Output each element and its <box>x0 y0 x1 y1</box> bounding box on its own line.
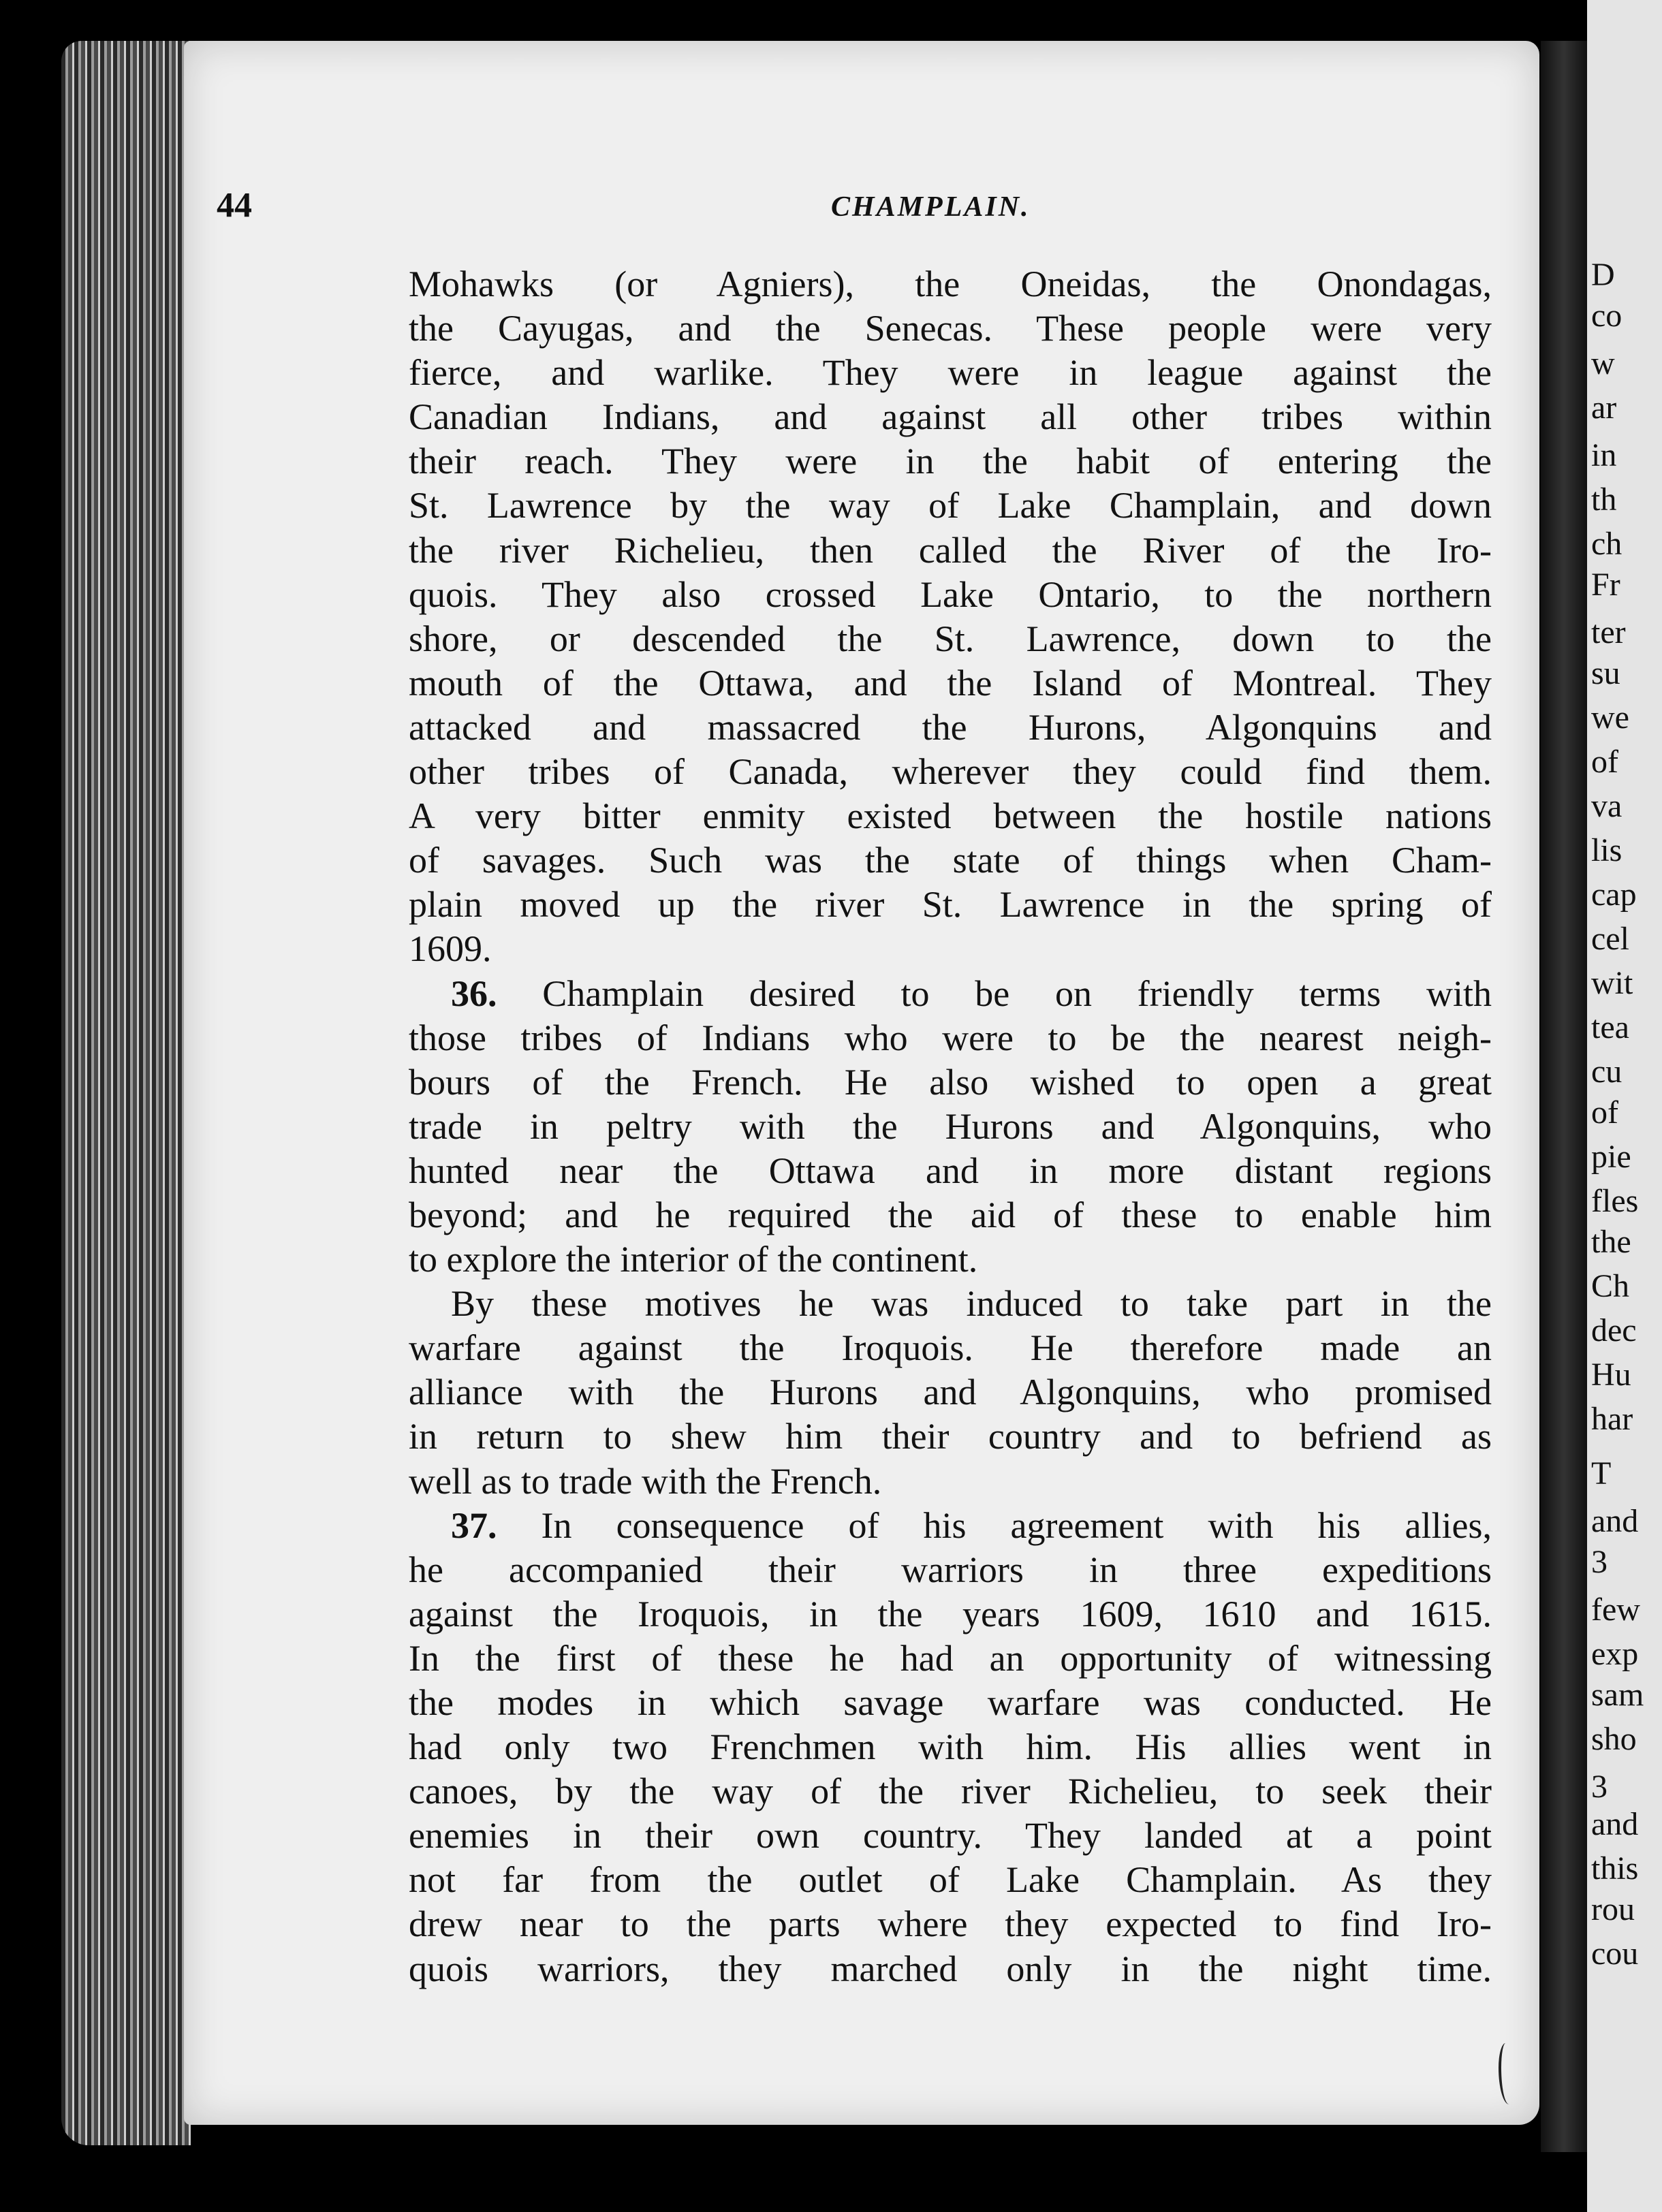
text-line <box>409 306 1492 351</box>
facing-page-fragment: cap <box>1591 876 1637 913</box>
text-line <box>409 1370 1492 1415</box>
text-line <box>409 883 1492 927</box>
paragraph-number: 37. <box>451 1504 542 1546</box>
line-text: of savages. Such was the state of things when Cham- <box>409 840 1492 881</box>
text-line <box>409 1105 1492 1149</box>
text-line <box>409 1681 1492 1725</box>
line-text: In consequence of his agreement with his allies, <box>541 1504 1492 1546</box>
facing-page-fragment: exp <box>1591 1636 1639 1672</box>
facing-page-fragment: Fr <box>1591 567 1620 603</box>
facing-page-fragment: 3 <box>1591 1769 1608 1805</box>
line-text: By these motives he was induced to take part in the <box>451 1283 1492 1325</box>
text-line <box>409 1592 1492 1637</box>
text-line <box>409 1415 1492 1459</box>
line-text: beyond; and he required the aid of these to enable him <box>409 1194 1492 1235</box>
paragraph-number: 36. <box>451 973 543 1014</box>
line-text: the river Richelieu, then called the River of the Iro- <box>409 529 1492 571</box>
line-text: enemies in their own country. They landed at a point <box>409 1815 1492 1856</box>
running-head: CHAMPLAIN. <box>831 191 1031 223</box>
facing-page-fragment: tea <box>1591 1009 1629 1045</box>
facing-page-fragment: va <box>1591 788 1622 824</box>
line-text: he accompanied their warriors in three expeditions <box>409 1549 1492 1590</box>
line-text: quois warriors, they marched only in the night time. <box>409 1948 1492 1989</box>
line-text: the modes in which savage warfare was conducted. He <box>409 1682 1492 1723</box>
text-line <box>409 1637 1492 1681</box>
facing-page-fragment: co <box>1591 298 1622 334</box>
text-line <box>409 706 1492 750</box>
facing-page-fragment: sam <box>1591 1677 1644 1713</box>
page-header <box>0 185 1662 233</box>
facing-page-fragment: fles <box>1591 1183 1639 1219</box>
text-line <box>409 573 1492 617</box>
facing-page-fragment: in <box>1591 437 1617 473</box>
line-text: alliance with the Hurons and Algonquins, who promised <box>409 1372 1492 1413</box>
line-text: fierce, and warlike. They were in league against the <box>409 352 1492 394</box>
text-line <box>409 1902 1492 1946</box>
line-text: 1609. <box>409 928 492 970</box>
line-text: to explore the interior of the continent. <box>409 1239 978 1280</box>
facing-page-fragment: Ch <box>1591 1268 1630 1304</box>
line-text: drew near to the parts where they expected to find Iro- <box>409 1903 1492 1945</box>
text-line <box>409 1947 1492 1991</box>
facing-page-fragment: Hu <box>1591 1357 1631 1393</box>
text-line <box>409 1548 1492 1592</box>
text-line <box>409 484 1492 528</box>
text-line <box>409 1459 1492 1504</box>
facing-page-fragment: har <box>1591 1401 1633 1437</box>
facing-page-fragment: ch <box>1591 526 1622 562</box>
line-text: Mohawks (or Agniers), the Oneidas, the Onondagas, <box>409 264 1492 304</box>
facing-page-fragment: cu <box>1591 1054 1622 1090</box>
text-line <box>409 1504 1492 1548</box>
facing-page-fragment: pie <box>1591 1139 1631 1175</box>
line-text: trade in peltry with the Hurons and Algonquins, who <box>409 1105 1492 1147</box>
line-text: their reach. They were in the habit of entering the <box>409 441 1492 482</box>
line-text: quois. They also crossed Lake Ontario, to the northern <box>409 573 1492 615</box>
page-number: 44 <box>217 186 252 225</box>
text-line <box>409 351 1492 395</box>
line-text: mouth of the Ottawa, and the Island of Montreal. They <box>409 662 1492 704</box>
text-line <box>409 794 1492 838</box>
line-text: canoes, by the way of the river Richelieu, to seek their <box>409 1771 1492 1812</box>
line-text: A very bitter enmity existed between the hostile nations <box>409 795 1492 837</box>
facing-page-fragment: we <box>1591 699 1629 736</box>
facing-page-fragment: ter <box>1591 614 1626 650</box>
page-edges <box>61 41 191 2145</box>
text-line <box>409 927 1492 971</box>
body-text <box>409 262 1492 1991</box>
line-text: plain moved up the river St. Lawrence in the spring of <box>409 884 1492 926</box>
facing-page-fragment: wit <box>1591 965 1633 1001</box>
text-line <box>409 1858 1492 1902</box>
line-text: hunted near the Ottawa and in more distant regions <box>409 1150 1492 1191</box>
facing-page-fragment: cou <box>1591 1936 1639 1972</box>
text-line <box>409 1725 1492 1769</box>
text-line <box>409 972 1492 1016</box>
facing-page-fragment: of <box>1591 1094 1618 1131</box>
line-text: other tribes of Canada, wherever they could find them. <box>409 751 1492 793</box>
facing-page-fragment: T <box>1591 1455 1612 1491</box>
facing-page-fragment: rou <box>1591 1891 1635 1927</box>
text-line <box>409 1016 1492 1060</box>
line-text: bours of the French. He also wished to open a great <box>409 1061 1492 1103</box>
line-text: the Cayugas, and the Senecas. These people were very <box>409 308 1492 349</box>
text-line <box>409 1814 1492 1858</box>
facing-page-fragment: and <box>1591 1503 1639 1539</box>
line-text: in return to shew him their country and to befriend as <box>409 1416 1492 1457</box>
line-text: had only two Frenchmen with him. His allies went in <box>409 1726 1492 1768</box>
text-line <box>409 1149 1492 1193</box>
facing-page-fragment: sho <box>1591 1721 1637 1757</box>
facing-page-fragment: and <box>1591 1806 1639 1842</box>
facing-page-fragment: the <box>1591 1224 1631 1260</box>
gutter <box>1541 41 1587 2152</box>
text-line <box>409 1769 1492 1814</box>
text-line <box>409 1282 1492 1326</box>
line-text: Champlain desired to be on friendly terms with <box>542 973 1492 1014</box>
line-text: those tribes of Indians who were to be the nearest neigh- <box>409 1017 1492 1058</box>
facing-page-fragment: ar <box>1591 390 1617 426</box>
facing-page-fragment: D <box>1591 257 1615 293</box>
text-line <box>409 661 1492 706</box>
text-line <box>409 1060 1492 1105</box>
line-text: not far from the outlet of Lake Champlain. As they <box>409 1859 1492 1901</box>
facing-page-edge <box>1587 0 1662 2212</box>
text-line <box>409 617 1492 661</box>
text-line <box>409 395 1492 439</box>
text-line <box>409 262 1492 306</box>
text-line <box>409 1193 1492 1237</box>
facing-page-fragment: lis <box>1591 832 1622 868</box>
line-text: In the first of these he had an opportunity of witnessing <box>409 1637 1492 1679</box>
text-line <box>409 1237 1492 1282</box>
line-text: Canadian Indians, and against all other tribes within <box>409 396 1492 438</box>
facing-page-fragment: cel <box>1591 921 1629 957</box>
facing-page-fragment: few <box>1591 1592 1640 1628</box>
facing-page-fragment: this <box>1591 1850 1639 1886</box>
text-line <box>409 750 1492 794</box>
facing-page-fragment: su <box>1591 655 1620 691</box>
text-line <box>409 1326 1492 1370</box>
facing-page-fragment: 3 <box>1591 1544 1608 1580</box>
facing-page-fragment: w <box>1591 345 1615 381</box>
line-text: warfare against the Iroquois. He therefore made an <box>409 1327 1492 1369</box>
facing-page-fragment: of <box>1591 744 1618 780</box>
facing-page-fragment: th <box>1591 481 1617 518</box>
text-line <box>409 838 1492 883</box>
line-text: shore, or descended the St. Lawrence, down to the <box>409 618 1492 659</box>
text-line <box>409 439 1492 484</box>
line-text: well as to trade with the French. <box>409 1460 882 1502</box>
text-line <box>409 528 1492 573</box>
line-text: attacked and massacred the Hurons, Algonquins and <box>409 706 1492 748</box>
facing-page-fragment: dec <box>1591 1312 1637 1348</box>
line-text: against the Iroquois, in the years 1609, 1610 and 1615. <box>409 1593 1492 1634</box>
line-text: St. Lawrence by the way of Lake Champlain, and down <box>409 485 1492 526</box>
